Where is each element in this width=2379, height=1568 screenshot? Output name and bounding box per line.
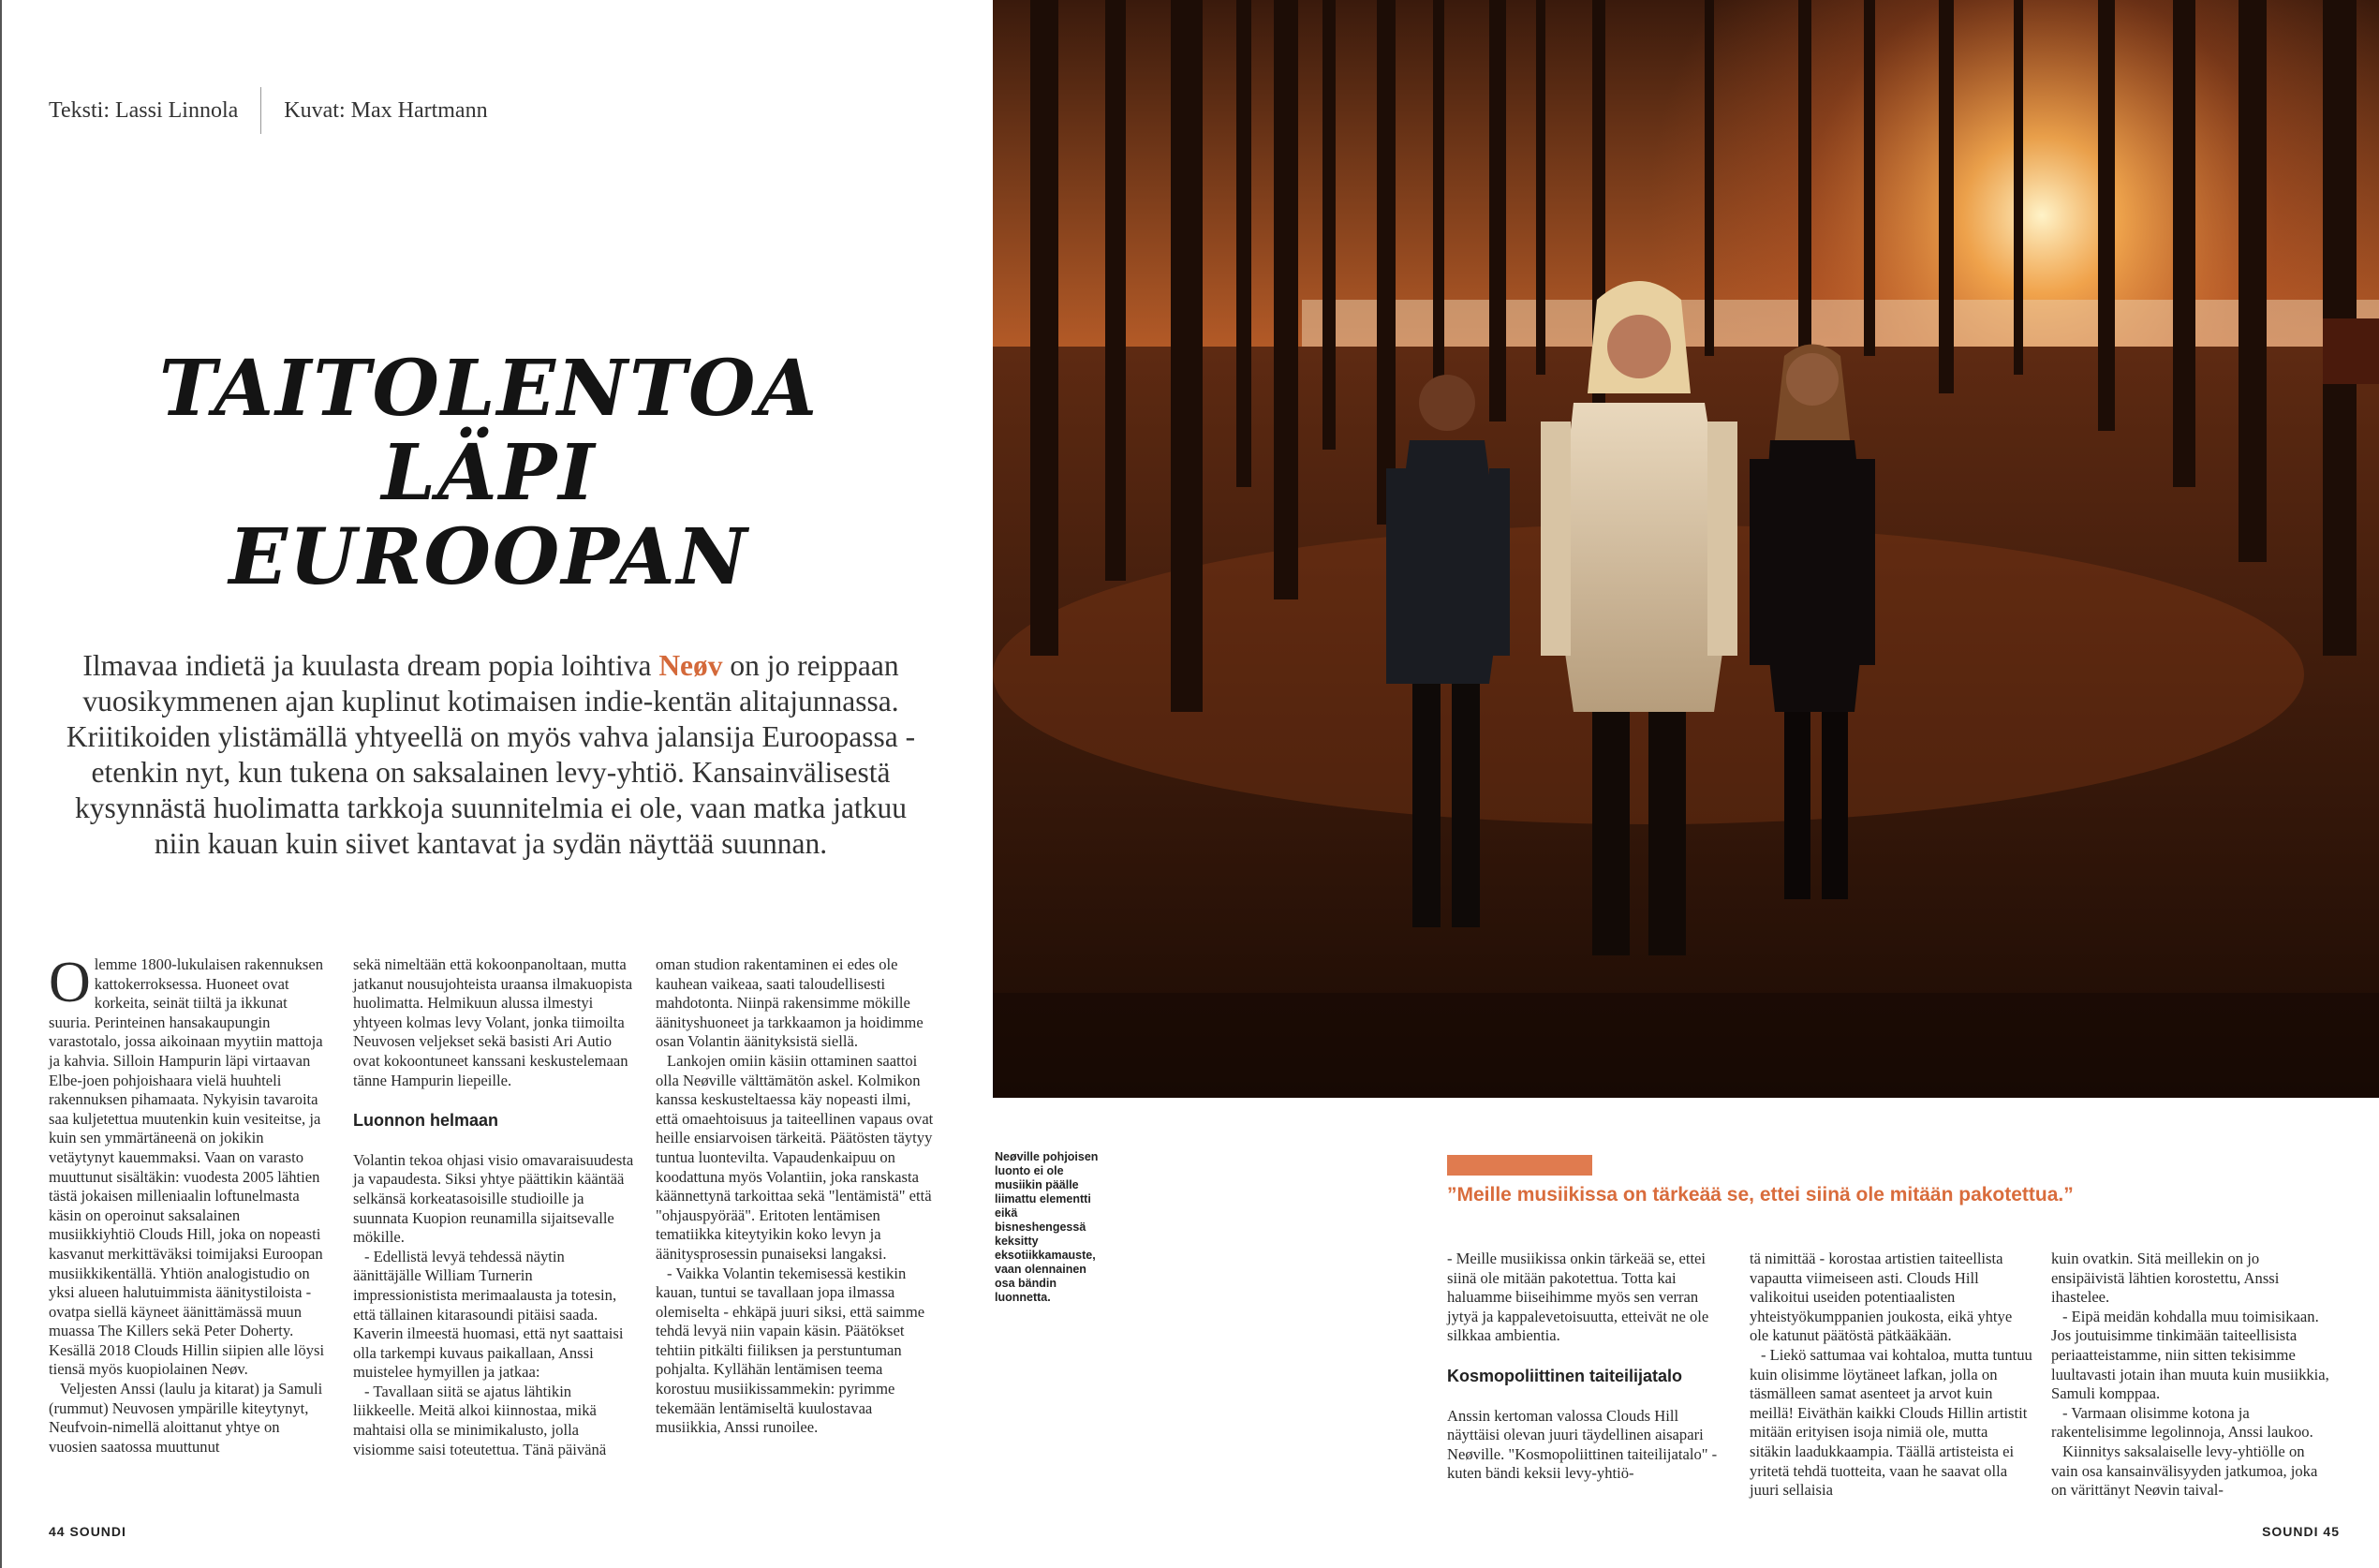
right-body-column-3 [2051,1250,2334,1501]
body-paragraph: kuin ovatkin. Sitä meillekin on jo ensipäivistä lähtien korostettu, Anssi ihastelee. [2051,1250,2280,1307]
pull-quote-bar [1447,1155,1592,1176]
subheading: Luonnon helmaan [353,1111,498,1131]
headline-line-3: EUROOPAN [229,512,749,602]
pull-quote: ”Meille musiikissa on tärkeää se, ettei siinä ole mitään pakotettua.” [1447,1184,2074,1206]
lead-text-after: on jo reippaan vuosikymmenen ajan kuplinut kotimaisen indie-kentän alitajunnassa. Kriitikoiden ylistämällä yhtyeellä on myös vahva jalansija Euroopassa - etenkin nyt, kun tukena on saksalainen levy-yhtiö. Kansainvälisestä kysynnästä huolimatta tarkkoja suunnitelmia ei ole, vaan matka jatkuu niin kauan kuin siivet kantavat ja sydän näyttää suunnan. [66,649,916,860]
band-photo [993,0,2379,1098]
body-paragraph: Veljesten Anssi (laulu ja kitarat) ja Samuli (rummut) Neuvosen ympärille kiteytynyt, Neufvoin-nimellä aloittanut yhtye on vuosien saatossa muuttunut [49,1380,323,1456]
photo-caption: Neøville pohjoisen luonto ei ole musiikin päälle liimattu elementti eikä bisneshengessä keksitty eksotiikkamauste, vaan olennainen osa bändin luonnetta. [995,1150,1099,1304]
body-paragraph: Anssin kertoman valossa Clouds Hill näyttäisi olevan juuri täydellinen aisapari Neøville. "Kosmopoliittinen taiteilijatalo" - kuten bändi keksii levy-yhtiö- [1447,1406,1718,1483]
body-paragraph: - Vaikka Volantin tekemisessä kestikin kauan, tuntui se tavallaan jopa ilmassa olemiselta - ehkäpä juuri siksi, että saimme tehdä levyä niin vapain käsin. Päätökset tehtiin pitkälti fiiliksen ja perstuntuman pohjalta. Kyllähän lentämisen teema korostuu musiikissammekin: pyrimme tekemään lentämiseltä kuulostavaa musiikkia, Anssi runoilee. [656,1264,925,1437]
body-paragraph: Kiinnitys saksalaiselle levy-yhtiölle on vain osa kansainvälisyyden jatkumoa, joka on värittänyt Neøvin taival- [2051,1442,2318,1500]
magazine-name: SOUNDI [2262,1524,2319,1539]
photo-credit: Kuvat: Max Hartmann [284,97,488,123]
lead-paragraph [60,648,922,862]
page-number: 44 [49,1524,66,1539]
headline-line-2: LÄPI [381,428,597,518]
body-paragraph: - Meille musiikissa onkin tärkeää se, ettei siinä ole mitään pakotettua. Totta kai haluamme biiseihimme myös sen verran jytyä ja kappalevetoisuutta, etteivät ne ole silkkaa ambientia. [1447,1250,1709,1345]
text-credit: Teksti: Lassi Linnola [49,97,239,123]
page-number: 45 [2323,1524,2340,1539]
body-column-2 [353,955,634,1459]
band-name: Neøv [658,649,723,682]
magazine-name: SOUNDI [69,1524,126,1539]
right-body-column-2 [1750,1250,2032,1501]
body-paragraph: - Eipä meidän kohdalla muu toimisikaan. Jos joutuisimme tinkimään taiteellisista periaatteistamme, niin sitten tekisimme luultavasti jotain ihan muuta kuin musiikkia, Samuli komppaa. [2051,1307,2329,1403]
byline [49,90,488,131]
footer-left [49,1524,126,1539]
drop-cap: O [49,951,91,1014]
subheading: Kosmopoliittinen taiteilijatalo [1447,1366,1683,1385]
right-page [993,0,2379,1568]
byline-divider [260,87,261,134]
body-paragraph: sekä nimeltään että kokoonpanoltaan, mutta jatkanut nousujohteista uraansa ilmakuopista huolimatta. Helmikuun alussa ilmestyi yhtyeen kolmas levy Volant, jonka tiimoilta Neuvosen veljekset sekä basisti Ari Autio ovat kokoontuneet kanssani keskustelemaan tänne Hampurin liepeille. [353,955,633,1089]
footer-right [2262,1524,2340,1539]
headline-line-1: TAITOLENTOA [158,344,820,434]
lead-text-before: Ilmavaa indietä ja kuulasta dream popia loihtiva [82,649,659,682]
body-paragraph: tä nimittää - korostaa artistien taiteellista vapautta viimeiseen asti. Clouds Hill valikoitui useiden potentiaalisten yhteistyökumppanien joukosta, eikä yhtye ole katunut päätöstä pätkääkään. [1750,1250,2013,1345]
body-paragraph: oman studion rakentaminen ei edes ole kauhean vaikeaa, saati taloudellisesti mahdotonta. Niinpä rakensimme mökille äänityshuoneet ja tarkkaamon ja hoidimme osan Volantin äänityksistä siellä. [656,955,924,1051]
body-paragraph: - Edellistä levyä tehdessä näytin äänittäjälle William Turnerin impressionistista merimaalausta ja totesin, että tällainen kitarasoundi pitäisi saada. Kaverin ilmeestä huomasi, että nyt saattaisi olla tarkempi kuvaus paikallaan, Anssi muistelee hymyillen ja jatkaa: [353,1247,624,1382]
body-paragraph: Volantin tekoa ohjasi visio omavaraisuudesta ja vapaudesta. Siksi yhtye päättikin kääntää selkänsä korkeatasoisille studioille ja suunnata Kuopion reunamilla sijaitsevalle mökille. [353,1150,634,1247]
headline [58,344,920,602]
body-paragraph: - Varmaan olisimme kotona ja rakentelisimme legolinnoja, Anssi laukoo. [2051,1403,2313,1442]
body-paragraph: Olemme 1800-lukulaisen rakennuksen kattokerroksessa. Huoneet ovat korkeita, seinät tiiltä ja ikkunat suuria. Perinteinen hansakaupungin varastotalo, jossa aikoinaan myytiin mattoja ja kahvia. Silloin Hampurin läpi virtaavan Elbe-joen pohjoishaara vielä huuhteli rakennuksen pihamaata. Nykyisin tavaroita saa kuljetettua muutenkin kuin vesiteitse, ja kuin sen ymmärtäneenä on jokikin vetäytynyt kauemmaksi. Vaan on varasto muuttunut sisältäkin: vuodesta 2005 lähtien tästä jokaisen milleniaalin loftunelmasta käsin on operoinut saksalainen musiikkiyhtiö Clouds Hill, joka on nopeasti kasvanut merkittäväksi toimijaksi Euroopan musiikkikentällä. Yhtiön analogistudio on yksi alueen halutuimmista äänitystiloista - ovatpa siellä käyneet äänittämässä muun muassa The Killers sekä Peter Doherty. Kesällä 2018 Clouds Hillin siipien alle löysi tiensä myös kuopiolainen Neøv. [49,951,325,1379]
body-column-3 [656,955,937,1438]
right-body-column-1 [1447,1250,1730,1484]
body-paragraph: - Liekö sattumaa vai kohtaloa, mutta tuntuu kuin olisimme löytäneet lafkan, jolla on täsmälleen samat asenteet ja arvot kuin meillä! Eiväthän kaikki Clouds Hillin artistit mitään erityisen isoja nimiä ole, mutta sitäkin laadukkaampia. Täällä artisteista ei yritetä tehdä tuotteita, vaan he saavat olla juuri sellaisia [1750,1345,2032,1500]
body-paragraph: Lankojen omiin käsiin ottaminen saattoi olla Neøville välttämätön askel. Kolmikon kanssa keskusteltaessa käy nopeasti ilmi, että omaehtoisuus ja taiteellinen vapaus ovat heille ensiarvoisen tärkeitä. Päätösten täytyy tuntua luontevilta. Vapaudenkaipuu on koodattuna myös Volantiin, joka ranskasta käännettynä tarkoittaa sekä "lentämistä" että "ohjauspyörää". Eritoten lentämisen tematiikka kiteytyikin koko levyn ja äänitysprosessin punaiseksi langaksi. [656,1051,934,1263]
left-page [0,0,993,1568]
forest-photo-illustration [993,0,2379,1098]
body-paragraph: - Tavallaan siitä se ajatus lähtikin liikkeelle. Meitä alkoi kiinnostaa, mikä mahtaisi olla se minimikalusto, jolla visiomme saisi toteutettua. Tänä päivänä [353,1382,607,1458]
body-column-1 [49,951,330,1457]
